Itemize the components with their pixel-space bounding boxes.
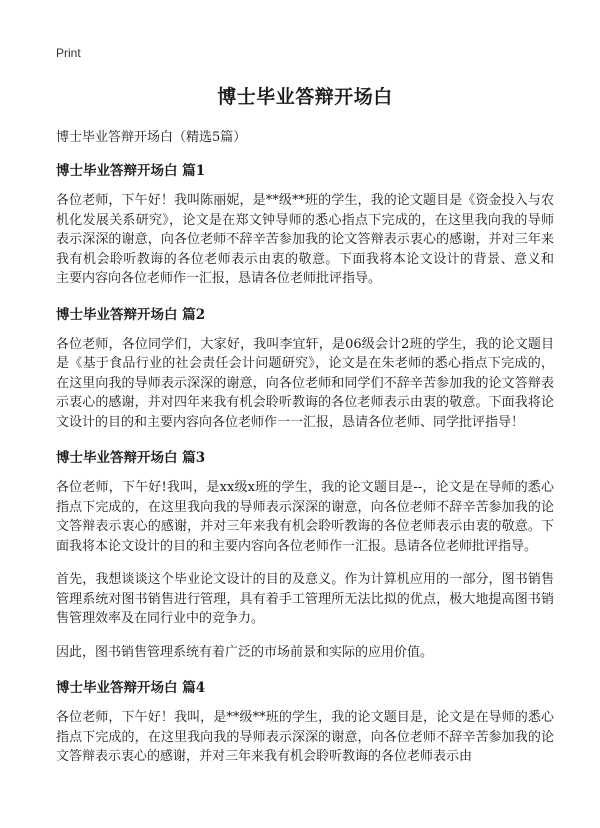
print-label: Print bbox=[56, 46, 81, 60]
section-2 bbox=[56, 303, 554, 433]
document-title: 博士毕业答辩开场白 bbox=[217, 86, 393, 108]
document-subtitle: 博士毕业答辩开场白（精选5篇） bbox=[56, 130, 247, 145]
section-paragraph: 因此，图书销售管理系统有着广泛的市场前景和实际的应用价值。 bbox=[56, 644, 434, 660]
section-paragraph: 首先，我想谈谈这个毕业论文设计的目的及意义。作为计算机应用的一部分，图书销售管理系统对图书销售进行管理，具有着手工管理所无法比拟的优点，极大地提高图书销售管理效率及在同行业中的竞争力。 bbox=[56, 572, 554, 626]
section-3 bbox=[56, 446, 554, 662]
section-paragraph: 各位老师，下午好！我叫陈丽妮，是**级**班的学生，我的论文题目是《资金投入与农机化发展关系研究》，论文是在郑文钟导师的悉心指点下完成的，在这里我向我的导师 表示深深的谢意，向各位老师不辞辛苦参加我的论文答辩表示衷心的感谢，并对三年来我有机会聆听教诲的各位老师表示由衷的敬意。下面我将本论文设计的背景、意义和 主要内容向各位老师作一汇报，恳请各位老师批评指导。 bbox=[56, 193, 554, 286]
section-paragraph: 各位老师，下午好！我叫，是**级**班的学生，我的论文题目是，论文是在导师的悉心指点下完成的，在这里我向我的导师表示深深的谢意，向各位老师不辞辛苦参加我的论文答辩表示衷心的感谢，并对三年来我有机会聆听教诲的各位老师表示由 bbox=[56, 710, 554, 764]
section-paragraph: 各位老师，各位同学们，大家好，我叫李宜轩，是06级会计2班的学生，我的论文题目是《基于食品行业的社会责任会计问题研究》，论文是在朱老师的悉心指点下完成的，在这里向我的导师表示深深的谢意，向各位老师和同学们不辞辛苦参加我的论文答辩表示衷心的感谢，并对四年来我有机会聆听教诲的各位老师表示由衷的敬意。下面我将论文设计的目的和主要内容向各位老师作一一汇报，恳请各位老师、同学批评指导！ bbox=[56, 336, 554, 430]
section-1 bbox=[56, 159, 554, 289]
section-heading: 博士毕业答辩开场白 篇1 bbox=[56, 163, 206, 179]
section-heading: 博士毕业答辩开场白 篇2 bbox=[56, 306, 206, 323]
section-heading: 博士毕业答辩开场白 篇4 bbox=[56, 680, 206, 696]
section-paragraph: 各位老师，下午好!我叫，是xx级x班的学生，我的论文题目是--，论文是在导师的悉心指点下完成的，在这里我向我的导师表示深深的谢意，向各位老师不辞辛苦参加我的论文答辩表示衷心的感谢，并对三年来我有机会聆听教诲的各位老师表示由衷的敬意。下面我将本论文设计的目的和主要内容向各位老师作一汇报。恳请各位老师批评指导。 bbox=[56, 480, 554, 554]
section-heading: 博士毕业答辩开场白 篇3 bbox=[56, 450, 206, 466]
section-4 bbox=[56, 676, 554, 767]
